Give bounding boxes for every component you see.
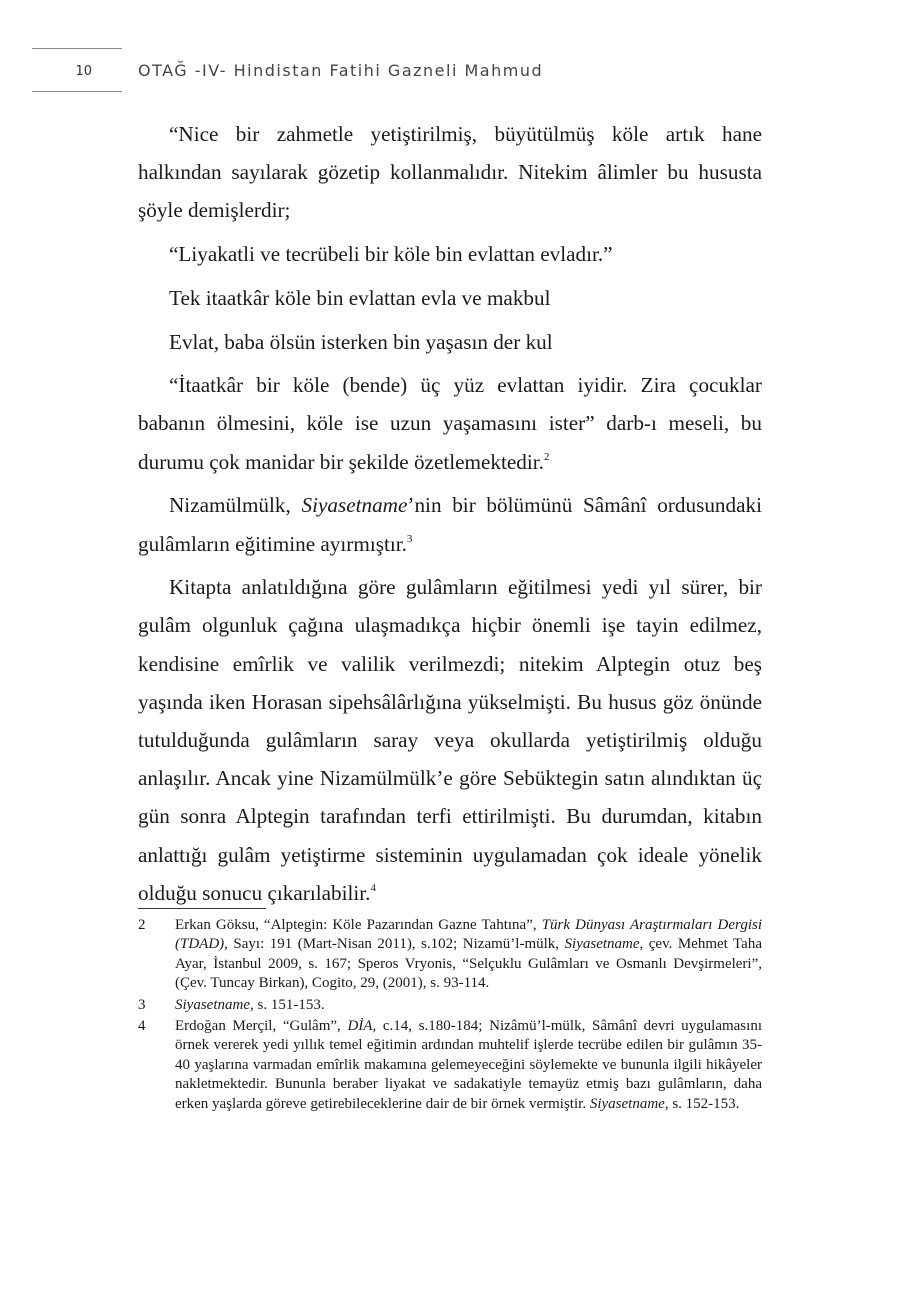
paragraph-quote-3: “İtaatkâr bir köle (bende) üç yüz evlattan iyidir. Zira çocuklar babanın ölmesini, köle ise uzun yaşamasını ister” darb-ı meseli, bu durumu çok manidar bir şekilde özetlemektedir.$^2$ xyxy=(138,373,762,474)
paragraph-training: Kitapta anlatıldığına göre gulâmların eğitilmesi yedi yıl sürer, bir gulâm olgunluk çağına ulaşmadıkça hiçbir önemli işe tayin edilmez, kendisine emîrlik ve valilik verilmezdi; nitekim Alptegin otuz beş yaşında iken Horasan sipehsâlârlığına yükselmişti. Bu husus göz önünde tutulduğunda gulâmların saray veya okullarda yetiştirilmiş olduğu anlaşılır. Ancak yine Nizamülmülk’e göre Sebüktegin satın alındıktan üç gün sonra Alptegin tarafından terfi ettirilmişti. Bu durumdan, kitabın anlattığı gulâm yetiştirme sisteminin uygulamadan çok ideale yönelik olduğu sonucu çıkarılabilir.$^4$ xyxy=(138,575,762,905)
running-title: OTAĞ -IV- Hindistan Fatihi Gazneli Mahmud xyxy=(138,61,544,80)
footnote-ref-3: 3 xyxy=(406,532,413,545)
paragraph-nizamulmulk: Nizamülmülk, Siyasetname’nin bir bölümünü Sâmânî ordusundaki gulâmların eğitimine ayırmıştır.$^3$ xyxy=(138,493,762,556)
footnote-3 xyxy=(138,996,762,1015)
paragraph-quote-1: “Nice bir zahmetle yetiştirilmiş, büyütülmüş köle artık hane halkından sayılarak gözetip kollanmalıdır. Nitekim âlimler bu hususta şöyle demişlerdir; xyxy=(138,122,762,223)
footnote-2 xyxy=(138,916,762,994)
footnote-ref-4: 4 xyxy=(370,881,376,894)
verse-line-1: Tek itaatkâr köle bin evlattan evla ve makbul xyxy=(169,285,551,310)
page-number: 10 xyxy=(75,64,92,79)
header-rule-top xyxy=(32,48,122,49)
footnote-text: Erkan Göksu, “Alptegin: Köle Pazarından Gazne Tahtına”, Türk Dünyası Araştırmaları Dergisi (TDAD), Sayı: 191 (Mart-Nisan 2011), s.102; Nizamü’l-mülk, Siyasetname, çev. Mehmet Taha Ayar, İstanbul 2009, s. 167; Speros Vryonis, “Selçuklu Gulâmları ve Osmanlı Devşirmeleri”, (Çev. Tuncay Birkan), Cogito, 29, (2001), s. 93-114. xyxy=(175,917,762,992)
footnote-number: 4 xyxy=(138,1018,146,1035)
footnote-4 xyxy=(138,1017,762,1114)
verse-line-2: Evlat, baba ölsün isterken bin yaşasın der kul xyxy=(169,329,553,354)
footnote-text: Erdoğan Merçil, “Gulâm”, DİA, c.14, s.180-184; Nizâmü’l-mülk, Sâmânî devri uygulamasını örnek vererek yedi yıllık temel eğitimin ardından muhtelif işlerde tecrübe edilen bir gulâmın 35-40 yaşlarına varmadan emîrlik makamına gelemeyeceğini söylemekte ve bununla ilgili hikâyeler nakletmektedir. Bununla beraber liyakat ve sadakatiyle temayüz etmiş bazı gulâmların, daha erken yaşlarda göreve getirebileceklerine dair de bir örnek vermiştir. Siyasetname, s. 152-153. xyxy=(175,1018,762,1112)
footnote-text: Siyasetname, s. 151-153. xyxy=(175,996,325,1013)
footnote-ref-2: 2 xyxy=(543,450,550,463)
header-rule-bottom xyxy=(32,91,122,92)
body-text xyxy=(138,115,762,912)
footnote-number: 3 xyxy=(138,996,146,1013)
footnote-number: 2 xyxy=(138,917,146,933)
paragraph-quote-2: “Liyakatli ve tecrübeli bir köle bin evlattan evladır.” xyxy=(169,242,613,267)
footnote-separator xyxy=(138,908,266,909)
footnotes xyxy=(138,916,762,1116)
